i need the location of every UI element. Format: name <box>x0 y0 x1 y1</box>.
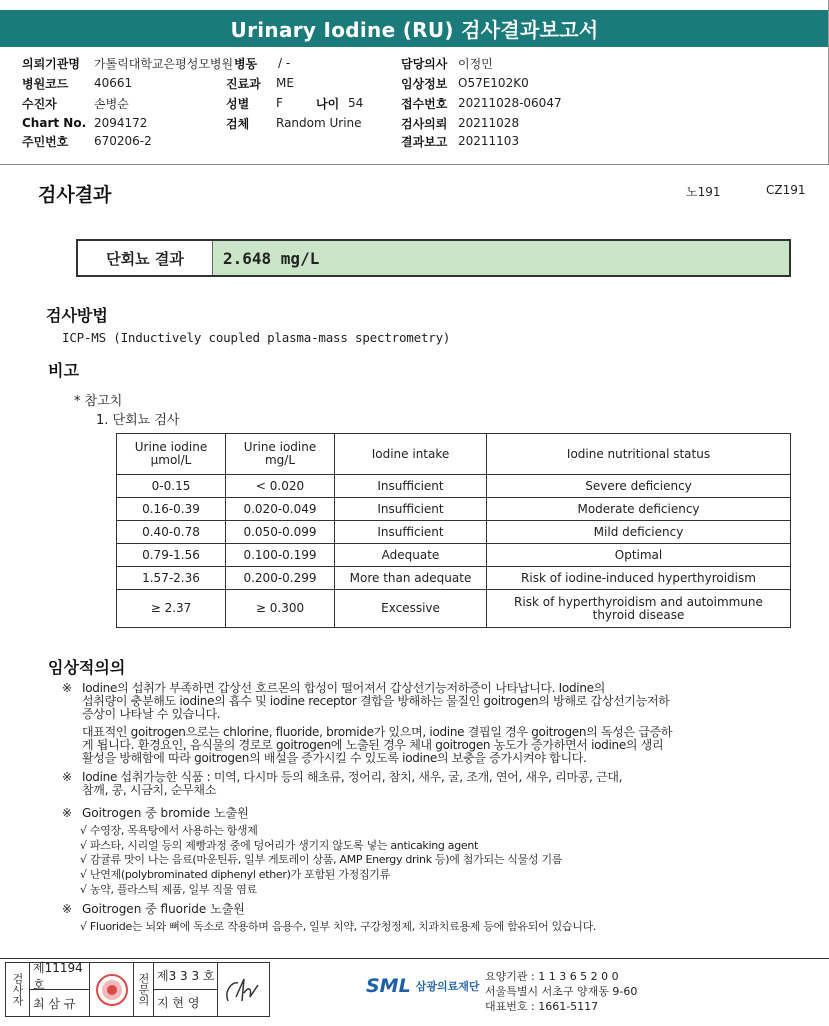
table-cell: 0.200-0.299 <box>226 567 335 590</box>
clinical-title: 임상적의의 <box>48 658 126 677</box>
report-date-label: 결과보고 <box>401 134 448 149</box>
resident-number: 670206-2 <box>94 134 152 148</box>
signature-box <box>5 962 270 1017</box>
clinical-paragraph-3: Iodine 섭취가능한 식품 : 미역, 다시마 등의 해초류, 정어리, 참치, 새우, 굴, 조개, 연어, 새우, 리마콩, 근대, 참깨, 콩, 시금치, 순무채소 <box>82 770 623 797</box>
note-mark-4: ※ <box>62 902 73 916</box>
method-title: 검사방법 <box>46 306 108 325</box>
table-row <box>117 590 791 628</box>
org-phone: 대표번호 : 1661-5117 <box>485 1000 599 1013</box>
table-cell: Excessive <box>335 590 487 628</box>
header-status: Iodine nutritional status <box>487 434 791 475</box>
fluoride-title: Goitrogen 중 fluoride 노출원 <box>82 902 245 916</box>
sex-label: 성별 <box>226 96 250 111</box>
examiner-seal <box>90 963 134 1016</box>
table-cell: More than adequate <box>335 567 487 590</box>
ward-label: 병동 <box>234 56 258 71</box>
specialist-number: 제3 3 3 호 <box>154 963 217 990</box>
table-cell: 0.16-0.39 <box>117 498 226 521</box>
hospital-code: 40661 <box>94 76 133 90</box>
patient-name: 손병순 <box>94 96 129 111</box>
sml-logo: SML <box>366 975 411 997</box>
examiner-number: 제11194호 <box>30 963 89 990</box>
table-cell: Risk of hyperthyroidism and autoimmune thyroid disease <box>487 590 791 628</box>
clinical-paragraph-1: Iodine의 섭취가 부족하면 갑상선 호르몬의 합성이 떨어져서 갑상선기능저하증이 나타납니다. Iodine의 섭취량이 충분해도 iodine의 흡수 및 iodine receptor 결합을 방해하는 물질인 goitrogen의 방해로 갑상선기능저하 증상이 나타날 수 있습니다. <box>82 681 670 721</box>
age-label: 나이 <box>316 96 340 111</box>
header-info <box>22 54 822 154</box>
bromide-item: √ 파스타, 시리얼 등의 제빵과정 중에 덩어리가 생기지 않도록 넣는 anticaking agent <box>80 839 479 852</box>
table-cell: 0.050-0.099 <box>226 521 335 544</box>
table-row <box>117 544 791 567</box>
ward: / - <box>278 56 291 70</box>
table-cell: ≥ 0.300 <box>226 590 335 628</box>
patient-label: 수진자 <box>22 96 57 111</box>
specialist-label: 전문의 <box>134 963 154 1016</box>
age: 54 <box>348 96 364 110</box>
specimen-label: 검체 <box>226 116 250 131</box>
table-cell: Severe deficiency <box>487 475 791 498</box>
doctor: 이정민 <box>458 56 493 71</box>
result-box <box>76 239 791 277</box>
note-mark-3: ※ <box>62 806 73 820</box>
request-org-label: 의뢰기관명 <box>22 56 80 71</box>
table-row <box>117 521 791 544</box>
test-request-date: 20211028 <box>458 116 520 130</box>
specimen: Random Urine <box>276 116 362 130</box>
examiner-label: 검사자 <box>6 963 30 1016</box>
remarks-title: 비고 <box>48 361 79 380</box>
bromide-title: Goitrogen 중 bromide 노출원 <box>82 806 249 820</box>
table-cell: Insufficient <box>335 521 487 544</box>
org-address: 서울특별시 서초구 양재동 9-60 <box>485 985 638 998</box>
bromide-item: √ 농약, 플라스틱 제품, 일부 직물 염료 <box>80 883 257 896</box>
table-cell: 0.79-1.56 <box>117 544 226 567</box>
fluoride-item: √ Fluoride는 뇌와 뼈에 독소로 작용하며 음용수, 일부 치약, 구강청정제, 치과치료용제 등에 함유되어 있습니다. <box>80 920 597 933</box>
dept: ME <box>276 76 294 90</box>
header-divider <box>0 164 829 165</box>
chart-number: 2094172 <box>94 116 148 130</box>
method-text: ICP-MS (Inductively coupled plasma-mass spectrometry) <box>62 330 451 345</box>
specialist-signature <box>218 963 269 1016</box>
table-cell: 0.100-0.199 <box>226 544 335 567</box>
report-date: 20211103 <box>458 134 520 148</box>
resident-label: 주민번호 <box>22 134 69 149</box>
table-cell: 0.020-0.049 <box>226 498 335 521</box>
org-name: 삼광의료재단 <box>415 980 480 993</box>
table-cell: ≥ 2.37 <box>117 590 226 628</box>
table-row <box>117 567 791 590</box>
dept-label: 진료과 <box>226 76 261 91</box>
table-cell: 0-0.15 <box>117 475 226 498</box>
result-value: 2.648 mg/L <box>213 241 789 275</box>
hospital-code-label: 병원코드 <box>22 76 69 91</box>
footer-divider <box>0 958 829 959</box>
examiner-name: 최 삼 규 <box>33 996 76 1011</box>
note-mark-2: ※ <box>62 770 73 784</box>
org-logo <box>366 968 486 1004</box>
specialist-name: 지 현 영 <box>157 996 200 1011</box>
receipt-label: 접수번호 <box>401 96 448 111</box>
test-code-1: 노191 <box>686 185 721 199</box>
test-request-label: 검사의뢰 <box>401 116 448 131</box>
reference-heading: * 참고치 <box>74 394 123 409</box>
reference-subheading: 1. 단회뇨 검사 <box>96 413 180 428</box>
result-label: 단회뇨 결과 <box>78 241 213 275</box>
table-row <box>117 498 791 521</box>
table-row <box>117 475 791 498</box>
table-cell: 0.40-0.78 <box>117 521 226 544</box>
request-org: 가톨릭대학교은평성모병원 <box>94 56 234 71</box>
reference-table <box>116 433 791 628</box>
header-umol: Urine iodine μmol/L <box>117 434 226 475</box>
note-mark-1: ※ <box>62 681 73 695</box>
bromide-item: √ 수영장, 목욕탕에서 사용하는 항생제 <box>80 824 258 837</box>
table-cell: < 0.020 <box>226 475 335 498</box>
clinical-info-label: 임상정보 <box>401 76 448 91</box>
chart-label: Chart No. <box>22 116 87 130</box>
table-cell: Insufficient <box>335 475 487 498</box>
doctor-label: 담당의사 <box>401 56 448 71</box>
table-cell: Insufficient <box>335 498 487 521</box>
table-cell: Risk of iodine-induced hyperthyroidism <box>487 567 791 590</box>
sex: F <box>276 96 283 110</box>
table-cell: Mild deficiency <box>487 521 791 544</box>
clinical-paragraph-2: 대표적인 goitrogen으로는 chlorine, fluoride, bromide가 있으며, iodine 결핍일 경우 goitrogen의 독성은 급증하 게 됩니다. 환경요인, 음식물의 경로로 goitrogen에 노출된 경우 체내 goitrogen 농도가 증가하면서 iodine의 생리 활성을 방해함에 따라 goitrogen의 배설을 증가시킬 수 있도록 iodine의 보충을 증가시켜야 합니다. <box>82 725 673 765</box>
header-intake: Iodine intake <box>335 434 487 475</box>
table-header-row <box>117 434 791 475</box>
test-code-2: CZ191 <box>766 183 806 197</box>
bromide-item: √ 난연제(polybrominated diphenyl ether)가 포함된 가정집기류 <box>80 868 390 881</box>
bromide-item: √ 감귤류 맛이 나는 음료(마운틴듀, 일부 게토레이 상품, AMP Energy drink 등)에 첨가되는 식물성 기름 <box>80 853 563 866</box>
report-title: Urinary Iodine (RU) 검사결과보고서 <box>0 10 829 47</box>
header-mgl: Urine iodine mg/L <box>226 434 335 475</box>
results-title: 검사결과 <box>38 184 112 206</box>
table-cell: Adequate <box>335 544 487 567</box>
table-cell: Moderate deficiency <box>487 498 791 521</box>
receipt-number: 20211028-06047 <box>458 96 562 110</box>
clinical-info: O57E102K0 <box>458 76 529 90</box>
org-code: 요양기관 : 1 1 3 6 5 2 0 0 <box>485 970 619 983</box>
table-cell: Optimal <box>487 544 791 567</box>
table-cell: 1.57-2.36 <box>117 567 226 590</box>
